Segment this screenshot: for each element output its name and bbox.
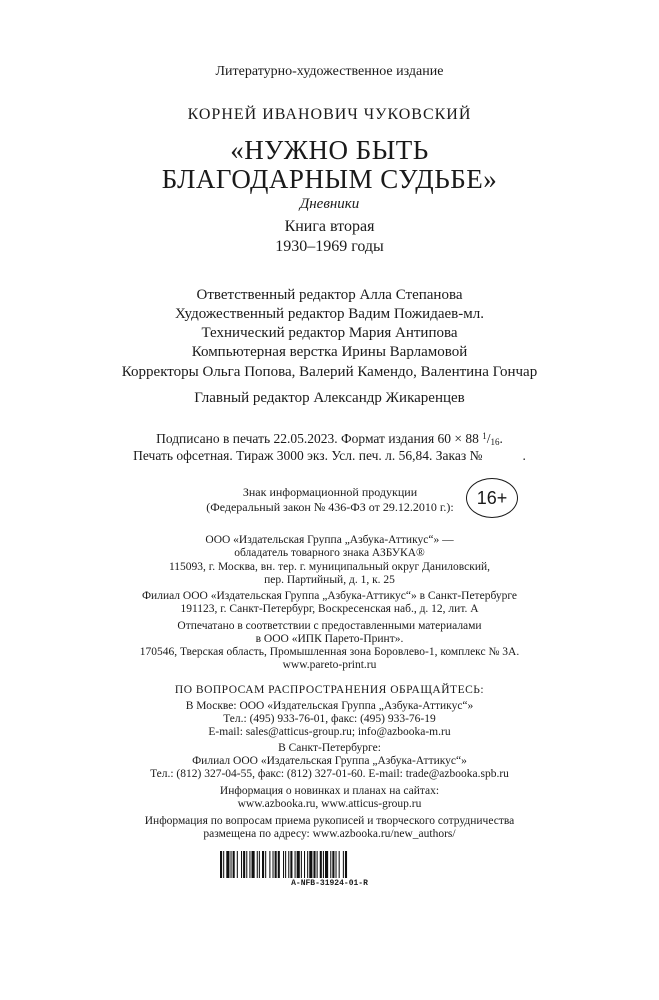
barcode-bar: [273, 851, 274, 878]
barcode-bar: [295, 851, 296, 878]
moscow-line: В Москве: ООО «Издательская Группа „Азбука-Аттикус“»: [185, 700, 474, 712]
branch-line: 191123, г. Санкт-Петербург, Воскресенская наб., д. 12, лит. А: [180, 603, 479, 615]
barcode-bar: [249, 851, 250, 878]
barcode-bar: [241, 851, 242, 878]
branch-line: Филиал ООО «Издательская Группа „Азбука-Аттикус“» в Санкт-Петербурге: [141, 590, 518, 602]
barcode-bar: [257, 851, 258, 878]
moscow-line: E-mail: sales@atticus-group.ru; info@azbooka-m.ru: [208, 726, 451, 738]
print-info-end: .: [522, 448, 526, 463]
barcode-bar: [288, 851, 289, 878]
barcode-bar: [223, 851, 224, 878]
book-number: Книга вторая: [284, 218, 375, 235]
age-rating-badge: 16+: [466, 478, 518, 518]
moscow-line: Тел.: (495) 933-76-01, факс: (495) 933-76-19: [223, 713, 436, 725]
barcode-bar: [290, 851, 292, 878]
print-info-line-1: [0, 431, 659, 447]
staff-line: Ответственный редактор Алла Степанова: [196, 287, 463, 303]
spb-line: Тел.: (812) 327-04-55, факс: (812) 327-01-60. E-mail: trade@azbooka.spb.ru: [150, 768, 509, 780]
spb-line: В Санкт-Петербурге:: [278, 742, 381, 754]
barcode-bar: [275, 851, 277, 878]
staff-line: Компьютерная верстка Ирины Варламовой: [191, 344, 468, 360]
info-sign-line: (Федеральный закон № 436-ФЗ от 29.12.2010 г.):: [206, 500, 454, 514]
barcode-bar: [343, 851, 344, 878]
barcode-bar: [336, 851, 337, 878]
barcode-bar: [259, 851, 260, 878]
barcode-bar: [345, 851, 347, 878]
barcode-bar: [233, 851, 235, 878]
publisher-line: пер. Партийный, д. 1, к. 25: [264, 574, 395, 586]
barcode-bar: [297, 851, 300, 878]
author-name: КОРНЕЙ ИВАНОВИЧ ЧУКОВСКИЙ: [187, 106, 472, 123]
distribution-header: ПО ВОПРОСАМ РАСПРОСТРАНЕНИЯ ОБРАЩАЙТЕСЬ:: [174, 684, 485, 696]
barcode-bar: [265, 851, 266, 878]
title-line-1: «НУЖНО БЫТЬ: [230, 135, 429, 165]
barcode-bar: [339, 851, 340, 878]
staff-line: Художественный редактор Вадим Пожидаев-мл.: [175, 306, 484, 322]
edition-type: Литературно-художественное издание: [215, 64, 444, 79]
barcode-bar: [325, 851, 328, 878]
authors-info-line: размещена по адресу: www.azbooka.ru/new_authors/: [203, 828, 456, 840]
info-sign-text: [200, 485, 460, 515]
printer-line: 170546, Тверская область, Промышленная зона Боровлево-1, комплекс № 3А.: [139, 646, 520, 658]
print-info-line-2: [0, 448, 659, 464]
barcode-bar: [252, 851, 255, 878]
print-info-text: Печать офсетная. Тираж 3000 экз. Усл. печ. л. 56,84. Заказ №: [133, 448, 483, 463]
print-info-text: Подписано в печать 22.05.2023. Формат издания 60 × 88: [156, 431, 479, 446]
news-line: Информация о новинках и планах на сайтах:: [219, 785, 440, 797]
barcode-bar: [220, 851, 222, 878]
barcode-bar: [231, 851, 232, 878]
barcode-bar: [237, 851, 238, 878]
barcode-bar: [278, 851, 280, 878]
staff-line: Технический редактор Мария Антипова: [201, 325, 458, 341]
years-range: 1930–1969 годы: [275, 238, 384, 255]
info-sign-line: Знак информационной продукции: [242, 485, 418, 499]
barcode-bar: [301, 851, 302, 878]
printer-line: в ООО «ИПК Парето-Принт».: [255, 633, 404, 645]
barcode-bar: [330, 851, 331, 878]
barcode: [220, 851, 440, 878]
barcode-bar: [309, 851, 312, 878]
barcode-bar: [269, 851, 270, 878]
barcode-bar: [285, 851, 286, 878]
staff-line: Корректоры Ольга Попова, Валерий Камендо, Валентина Гончар: [121, 364, 538, 380]
format-numerator: 1: [482, 431, 487, 441]
subtitle: Дневники: [299, 196, 360, 212]
barcode-bar: [307, 851, 308, 878]
spb-line: Филиал ООО «Издательская Группа „Азбука-Аттикус“»: [192, 755, 467, 767]
barcode-bar: [323, 851, 324, 878]
format-denominator: 16: [490, 437, 500, 447]
publisher-line: ООО «Издательская Группа „Азбука-Аттикус“» —: [205, 534, 454, 546]
publisher-line: 115093, г. Москва, вн. тер. г. муниципальный округ Даниловский,: [168, 561, 491, 573]
format-slash: /: [486, 431, 491, 446]
barcode-bar: [283, 851, 284, 878]
barcode-code: A-NFB-31924-01-R: [291, 879, 368, 888]
news-line: www.azbooka.ru, www.atticus-group.ru: [237, 798, 422, 810]
chief-editor: Главный редактор Александр Жикаренцев: [194, 390, 465, 406]
barcode-bar: [304, 851, 305, 878]
print-info-end: .: [499, 431, 503, 446]
publisher-line: обладатель товарного знака АЗБУКА®: [234, 547, 425, 559]
barcode-bar: [262, 851, 264, 878]
barcode-bar: [332, 851, 334, 878]
barcode-bar: [313, 851, 315, 878]
barcode-bar: [317, 851, 318, 878]
printer-line: www.pareto-print.ru: [282, 659, 377, 671]
title-line-2: БЛАГОДАРНЫМ СУДЬБЕ»: [161, 164, 498, 194]
barcode-bar: [243, 851, 245, 878]
barcode-bar: [226, 851, 229, 878]
printer-line: Отпечатано в соответствии с предоставленными материалами: [177, 620, 482, 632]
barcode-bar: [246, 851, 247, 878]
barcode-bar: [320, 851, 322, 878]
authors-info-line: Информация по вопросам приема рукописей и творческого сотрудничества: [144, 815, 515, 827]
